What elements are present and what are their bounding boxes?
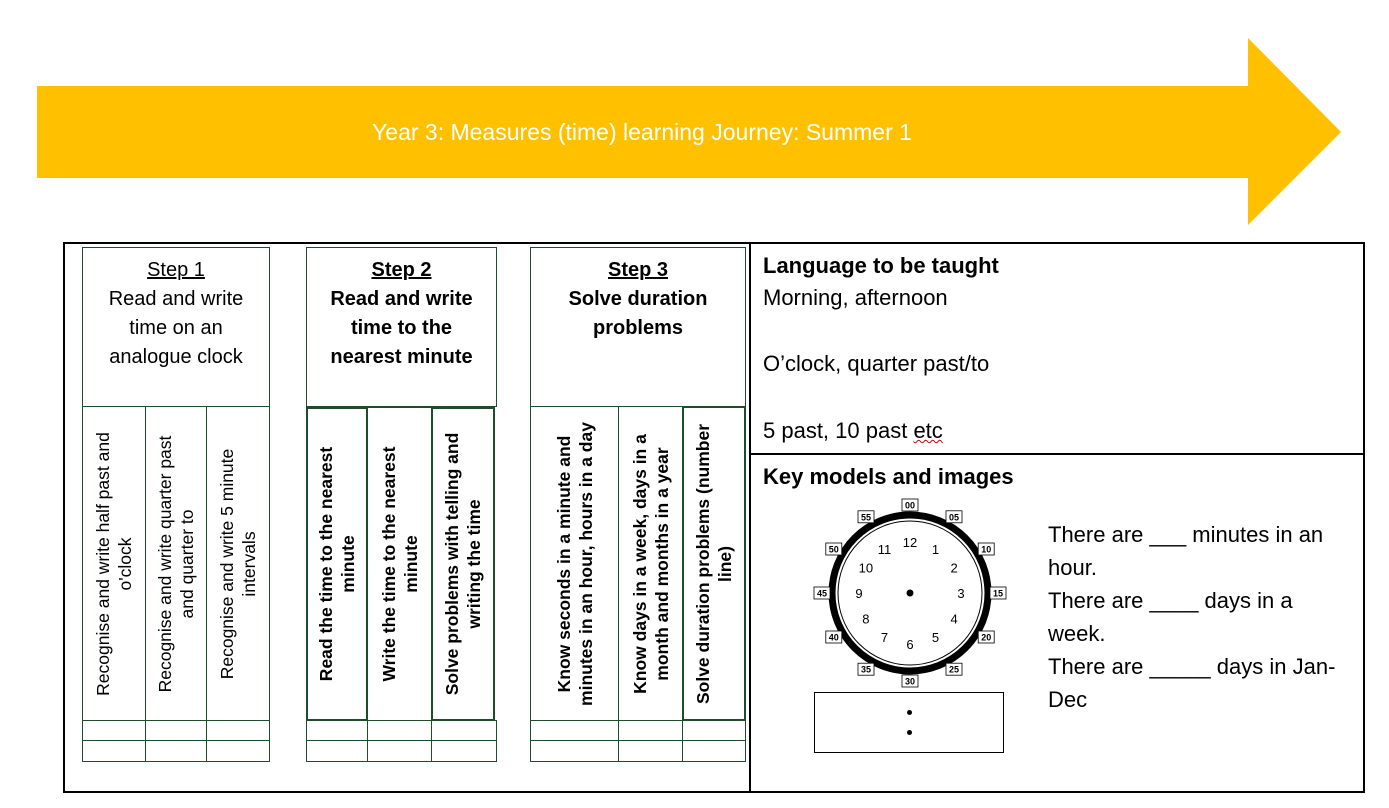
step-2-check-cell [431,720,497,741]
digital-colon-dot [907,710,912,715]
digital-clock-display [814,692,1004,753]
step-3-substep-2-text: Know days in a week, days in a month and months in a year [629,433,672,694]
step-2-substep-1 [306,407,368,721]
clock-minute-label: 15 [992,588,1004,599]
step-3-substep-1 [530,406,619,721]
step-2-substep-3-text: Solve problems with telling and writing the time [442,432,484,696]
step-3-header [530,247,746,407]
clock-minute-label: 35 [860,664,872,675]
step-3-label: Step 3 [607,259,669,281]
step-1-check-cell [145,720,207,741]
step-2-title-line-2: time to the [350,317,453,339]
step-1-substep-1 [82,406,146,721]
clock-minute-label: 30 [904,676,916,687]
step-1-header [82,247,270,407]
clock-hour-number: 1 [931,541,940,557]
step-1-title-line-2: time on an [129,317,223,339]
digital-colon-dot [907,730,912,735]
step-2-header [306,247,497,407]
step-2-substep-1-text: Read the time to the nearest minute [316,446,358,682]
step-2-label: Step 2 [371,259,432,281]
step-2-check-cell [367,720,432,741]
step-3-substep-1-text: Know seconds in a minute and minutes in an hour, hours in a day [553,421,596,706]
clock-hour-number: 9 [855,586,863,601]
step-2-title-line-3: nearest minute [330,346,473,368]
step-1-check-cell [206,720,270,741]
clock-hour-number: 2 [950,560,958,576]
step-3-substep-2 [618,406,683,721]
language-line-3-text: 5 past, 10 past [763,418,914,443]
analogue-clock-icon [810,498,1010,692]
step-1-substep-2 [145,406,207,721]
time-fact: There are ____ days in a week. [1048,588,1293,646]
clock-hour-number: 5 [931,630,940,646]
clock-minute-label: 00 [904,500,916,511]
step-1-substep-2-text: Recognise and write quarter past and quarter to [155,435,197,692]
clock-center-dot [907,590,914,597]
step-1-check-cell [145,740,207,762]
clock-hour-number: 4 [950,611,958,627]
step-1-check-cell [206,740,270,762]
step-2-check-cell [431,740,497,762]
clock-minute-label: 10 [981,544,992,555]
step-1-title-line-1: Read and write [108,288,244,310]
clock-hour-number: 3 [957,586,965,601]
step-1-substep-3-text: Recognise and write 5 minute intervals [217,448,259,679]
clock-minute-label: 05 [948,512,960,523]
step-1-label: Step 1 [147,259,205,281]
step-3-check-cell [618,720,683,741]
step-2-check-cell [306,720,368,741]
language-line-1: Morning, afternoon [763,285,948,310]
step-2-title-line-1: Read and write [330,288,473,310]
spellcheck-marked-word: etc [913,418,943,443]
clock-hour-number: 7 [880,630,889,646]
clock-hour-number: 6 [906,637,914,652]
clock-minute-label: 50 [828,544,839,555]
clock-hour-number: 10 [858,560,874,576]
step-2-substep-3 [431,407,495,721]
clock-minute-label: 55 [860,512,872,523]
step-3-title-line-1: Solve duration [568,288,708,310]
banner-title: Year 3: Measures (time) learning Journey: Summer 1 [372,118,912,145]
step-2-check-cell [367,740,432,762]
clock-minute-label: 45 [816,588,828,599]
step-3-check-cell [682,720,746,741]
step-3-check-cell [682,740,746,762]
language-heading: Language to be taught [763,253,999,278]
step-3-substep-3 [682,406,746,721]
table-horizontal-divider [751,453,1365,455]
step-2-substep-2 [367,407,432,721]
language-line-3 [763,418,943,444]
models-heading: Key models and images [763,464,1014,489]
step-3-check-cell [530,720,619,741]
step-2-check-cell [306,740,368,762]
step-1-substep-3 [206,406,270,721]
time-facts [1048,518,1348,716]
step-2-substep-2-text: Write the time to the nearest minute [378,446,421,682]
step-3-title-line-2: problems [592,317,684,339]
language-line-2: O’clock, quarter past/to [763,351,990,376]
time-fact: There are ___ minutes in an hour. [1048,522,1324,580]
table-vertical-divider [749,242,751,793]
clock-minute-label: 20 [981,632,992,643]
clock-hour-number: 8 [862,611,870,627]
step-3-check-cell [618,740,683,762]
time-fact: There are _____ days in Jan-Dec [1048,654,1336,712]
clock-hour-number: 11 [877,541,892,557]
step-1-title-line-3: analogue clock [109,346,243,368]
clock-minute-label: 25 [948,664,960,675]
step-3-check-cell [530,740,619,762]
clock-hour-number: 12 [902,535,918,550]
step-1-check-cell [82,720,146,741]
clock-minute-label: 40 [828,632,839,643]
step-3-substep-3-text: Solve duration problems (number line) [693,423,735,704]
step-1-substep-1-text: Recognise and write half past and o'clock [93,431,135,696]
step-1-check-cell [82,740,146,762]
